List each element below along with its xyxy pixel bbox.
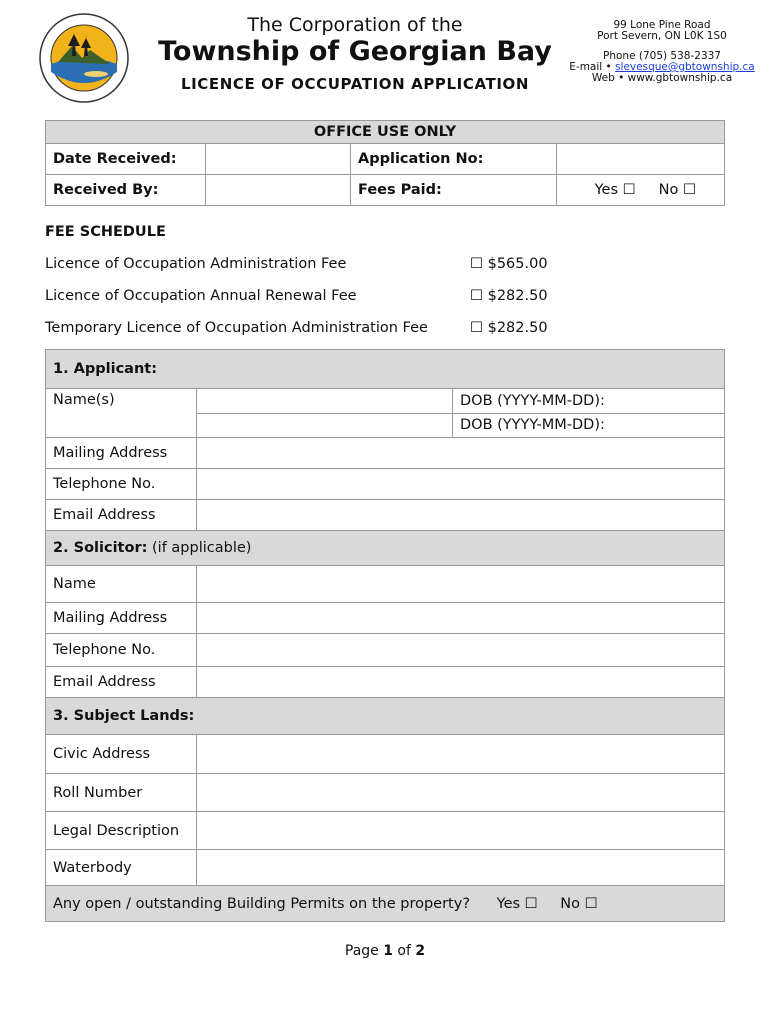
fee-checkbox-admin[interactable]: ☐ $565.00 [470, 256, 548, 272]
applicant-email-field[interactable] [197, 500, 725, 531]
page-total: 2 [415, 943, 426, 959]
solicitor-title: 2. Solicitor: [53, 540, 148, 556]
email-prefix: E-mail • [569, 61, 612, 73]
solicitor-name-field[interactable] [197, 566, 725, 603]
civic-address-field[interactable] [197, 735, 725, 774]
solicitor-telephone-label: Telephone No. [46, 634, 197, 667]
applicant-mailing-label: Mailing Address [46, 438, 197, 469]
applicant-telephone-field[interactable] [197, 469, 725, 500]
township-name: Township of Georgian Bay [158, 36, 552, 67]
name-2-field[interactable] [197, 413, 453, 438]
application-no-field[interactable] [557, 144, 725, 175]
roll-number-field[interactable] [197, 774, 725, 812]
solicitor-email-field[interactable] [197, 667, 725, 698]
dob-2-field[interactable]: DOB (YYYY-MM-DD): [453, 413, 725, 438]
name-1-field[interactable] [197, 389, 453, 414]
applicant-telephone-label: Telephone No. [46, 469, 197, 500]
solicitor-mailing-field[interactable] [197, 603, 725, 634]
fee-checkbox-renewal[interactable]: ☐ $282.50 [470, 288, 548, 304]
applicant-mailing-field[interactable] [197, 438, 725, 469]
fee-checkbox-temporary[interactable]: ☐ $282.50 [470, 320, 548, 336]
solicitor-email-label: Email Address [46, 667, 197, 698]
date-received-label: Date Received: [46, 144, 206, 175]
waterbody-label: Waterbody [46, 850, 197, 886]
office-use-table [45, 120, 725, 206]
solicitor-section-header [46, 531, 725, 566]
page-number [0, 943, 770, 959]
names-label: Name(s) [46, 389, 197, 438]
email-link[interactable]: slevesque@gbtownship.ca [615, 61, 755, 73]
date-received-field[interactable] [206, 144, 351, 175]
fee-label-admin: Licence of Occupation Administration Fee [45, 256, 347, 272]
application-no-label: Application No: [351, 144, 557, 175]
application-table [45, 349, 725, 922]
web-line: Web • www.gbtownship.ca [591, 72, 733, 84]
building-permits-question: Any open / outstanding Building Permits on the property? [53, 895, 471, 912]
fees-paid-label: Fees Paid: [351, 175, 557, 206]
waterbody-field[interactable] [197, 850, 725, 886]
contact-block [560, 20, 764, 84]
civic-address-label: Civic Address [46, 735, 197, 774]
roll-number-label: Roll Number [46, 774, 197, 812]
form-title: LICENCE OF OCCUPATION APPLICATION [180, 75, 530, 93]
township-seal-logo [38, 12, 130, 104]
received-by-label: Received By: [46, 175, 206, 206]
building-permits-yes-checkbox[interactable]: Yes ☐ [496, 895, 538, 912]
received-by-field[interactable] [206, 175, 351, 206]
address-line-2: Port Severn, ON L0K 1S0 [597, 30, 727, 42]
page-prefix: Page [344, 943, 384, 959]
corporation-line: The Corporation of the [247, 14, 463, 36]
legal-description-label: Legal Description [46, 812, 197, 850]
office-use-header: OFFICE USE ONLY [46, 121, 725, 144]
solicitor-telephone-field[interactable] [197, 634, 725, 667]
fee-label-temporary: Temporary Licence of Occupation Administration Fee [45, 320, 428, 336]
legal-description-field[interactable] [197, 812, 725, 850]
fee-label-renewal: Licence of Occupation Annual Renewal Fee [45, 288, 357, 304]
dob-1-field[interactable]: DOB (YYYY-MM-DD): [453, 389, 725, 414]
applicant-email-label: Email Address [46, 500, 197, 531]
building-permits-row [46, 886, 725, 922]
building-permits-no-checkbox[interactable]: No ☐ [560, 895, 598, 912]
title-block [150, 14, 560, 96]
subject-lands-section-header: 3. Subject Lands: [46, 698, 725, 735]
solicitor-note: (if applicable) [147, 540, 252, 556]
solicitor-mailing-label: Mailing Address [46, 603, 197, 634]
page-of: of [392, 943, 416, 959]
page-current: 1 [383, 943, 393, 959]
solicitor-name-label: Name [46, 566, 197, 603]
fees-paid-checkboxes[interactable]: Yes ☐ No ☐ [557, 175, 725, 206]
applicant-section-header: 1. Applicant: [46, 350, 725, 389]
letterhead [0, 0, 770, 110]
address-line-1: 99 Lone Pine Road [613, 19, 711, 31]
phone-line: Phone (705) 538-2337 [603, 50, 721, 62]
fee-schedule-title: FEE SCHEDULE [45, 224, 166, 240]
